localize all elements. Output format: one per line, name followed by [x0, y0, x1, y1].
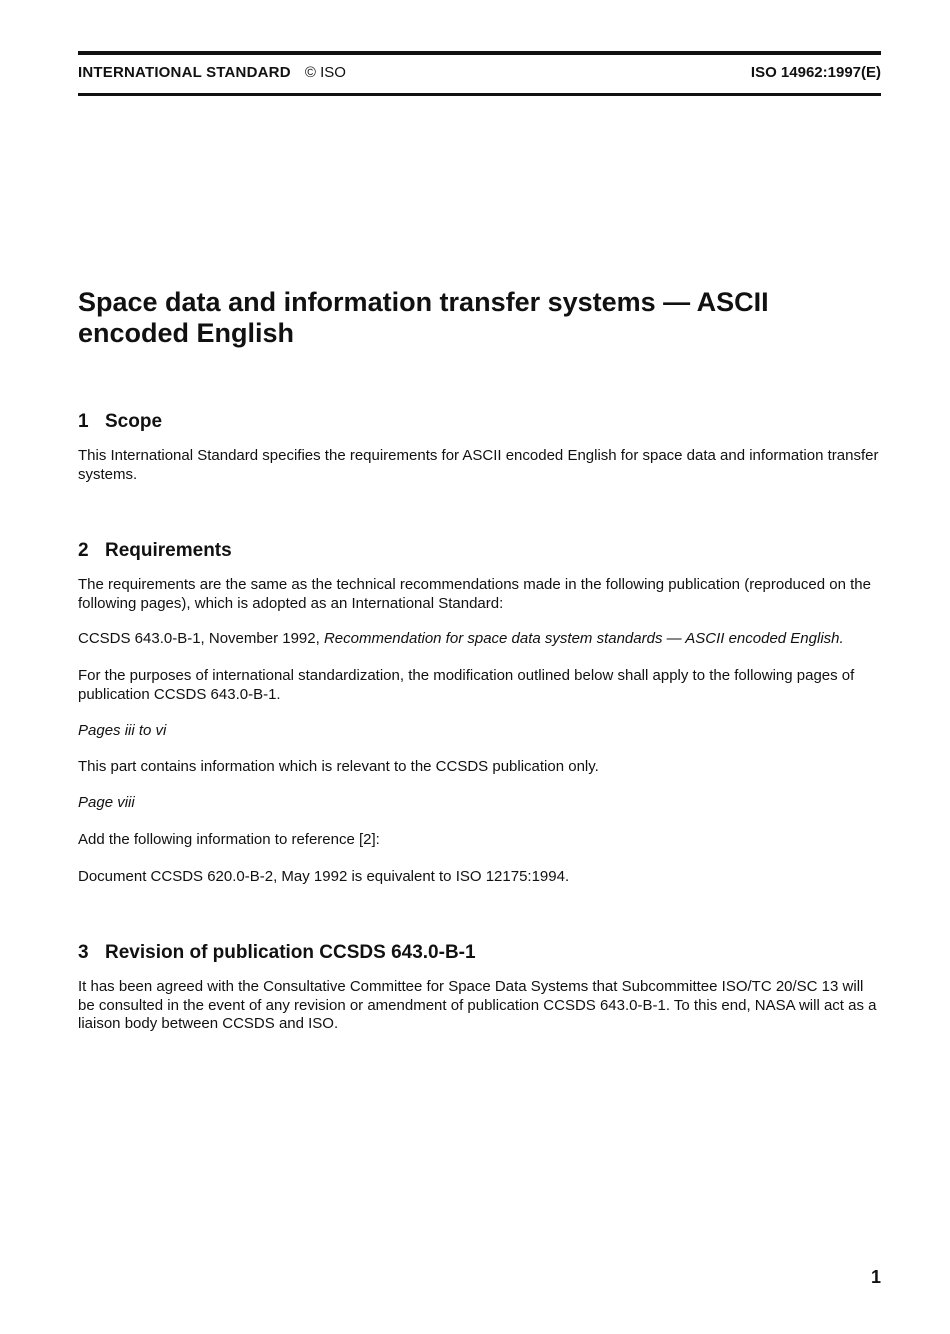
- section-title: Revision of publication CCSDS 643.0-B-1: [105, 942, 476, 963]
- page-number: 1: [870, 1267, 881, 1287]
- header-left: [78, 64, 346, 81]
- equivalence-statement: Document CCSDS 620.0-B-2, May 1992 is equivalent to ISO 12175:1994.: [78, 868, 570, 885]
- document-number: ISO 14962:1997(E): [750, 64, 881, 81]
- document-title: Space data and information transfer systems — ASCII encoded English: [78, 287, 769, 348]
- pages-label-viii: Page viii: [78, 794, 135, 811]
- pages-text-viii: Add the following information to reference [2]:: [78, 831, 380, 848]
- section-3-heading: [78, 942, 881, 964]
- standard-type: INTERNATIONAL STANDARD: [78, 64, 291, 81]
- page-header: [78, 64, 881, 86]
- section-1-heading: [78, 411, 881, 433]
- header-bottom-rule: [78, 93, 881, 96]
- header-top-rule: [78, 51, 881, 55]
- section-2-heading: [78, 540, 881, 562]
- section-number: 2: [78, 540, 89, 561]
- scope-paragraph: This International Standard specifies the requirements for ASCII encoded English for space data and information transfer systems.: [78, 447, 879, 483]
- pages-label-iii-vi: Pages iii to vi: [78, 722, 167, 739]
- section-number: 1: [78, 411, 89, 432]
- reference-publication: [78, 630, 881, 649]
- reference-title: Recommendation for space data system standards — ASCII encoded English.: [323, 630, 844, 647]
- section-number: 3: [78, 942, 89, 963]
- copyright-notice: © ISO: [304, 64, 346, 81]
- pages-text-iii-vi: This part contains information which is relevant to the CCSDS publication only.: [78, 758, 599, 775]
- section-title: Requirements: [105, 540, 232, 561]
- reference-id: CCSDS 643.0-B-1, November 1992,: [78, 630, 324, 647]
- requirements-intro: The requirements are the same as the technical recommendations made in the following publication (reproduced on the following pages), which is adopted as an International Standard:: [78, 576, 871, 612]
- section-title: Scope: [105, 411, 163, 432]
- modification-paragraph: For the purposes of international standardization, the modification outlined below shall apply to the following pages of publication CCSDS 643.0-B-1.: [78, 667, 855, 703]
- revision-paragraph: It has been agreed with the Consultative Committee for Space Data Systems that Subcommittee ISO/TC 20/SC 13 will be consulted in the event of any revision or amendment of publication CCSDS 643.0-B-1. To this end, NASA will act as a liaison body between CCSDS and ISO.: [78, 978, 877, 1032]
